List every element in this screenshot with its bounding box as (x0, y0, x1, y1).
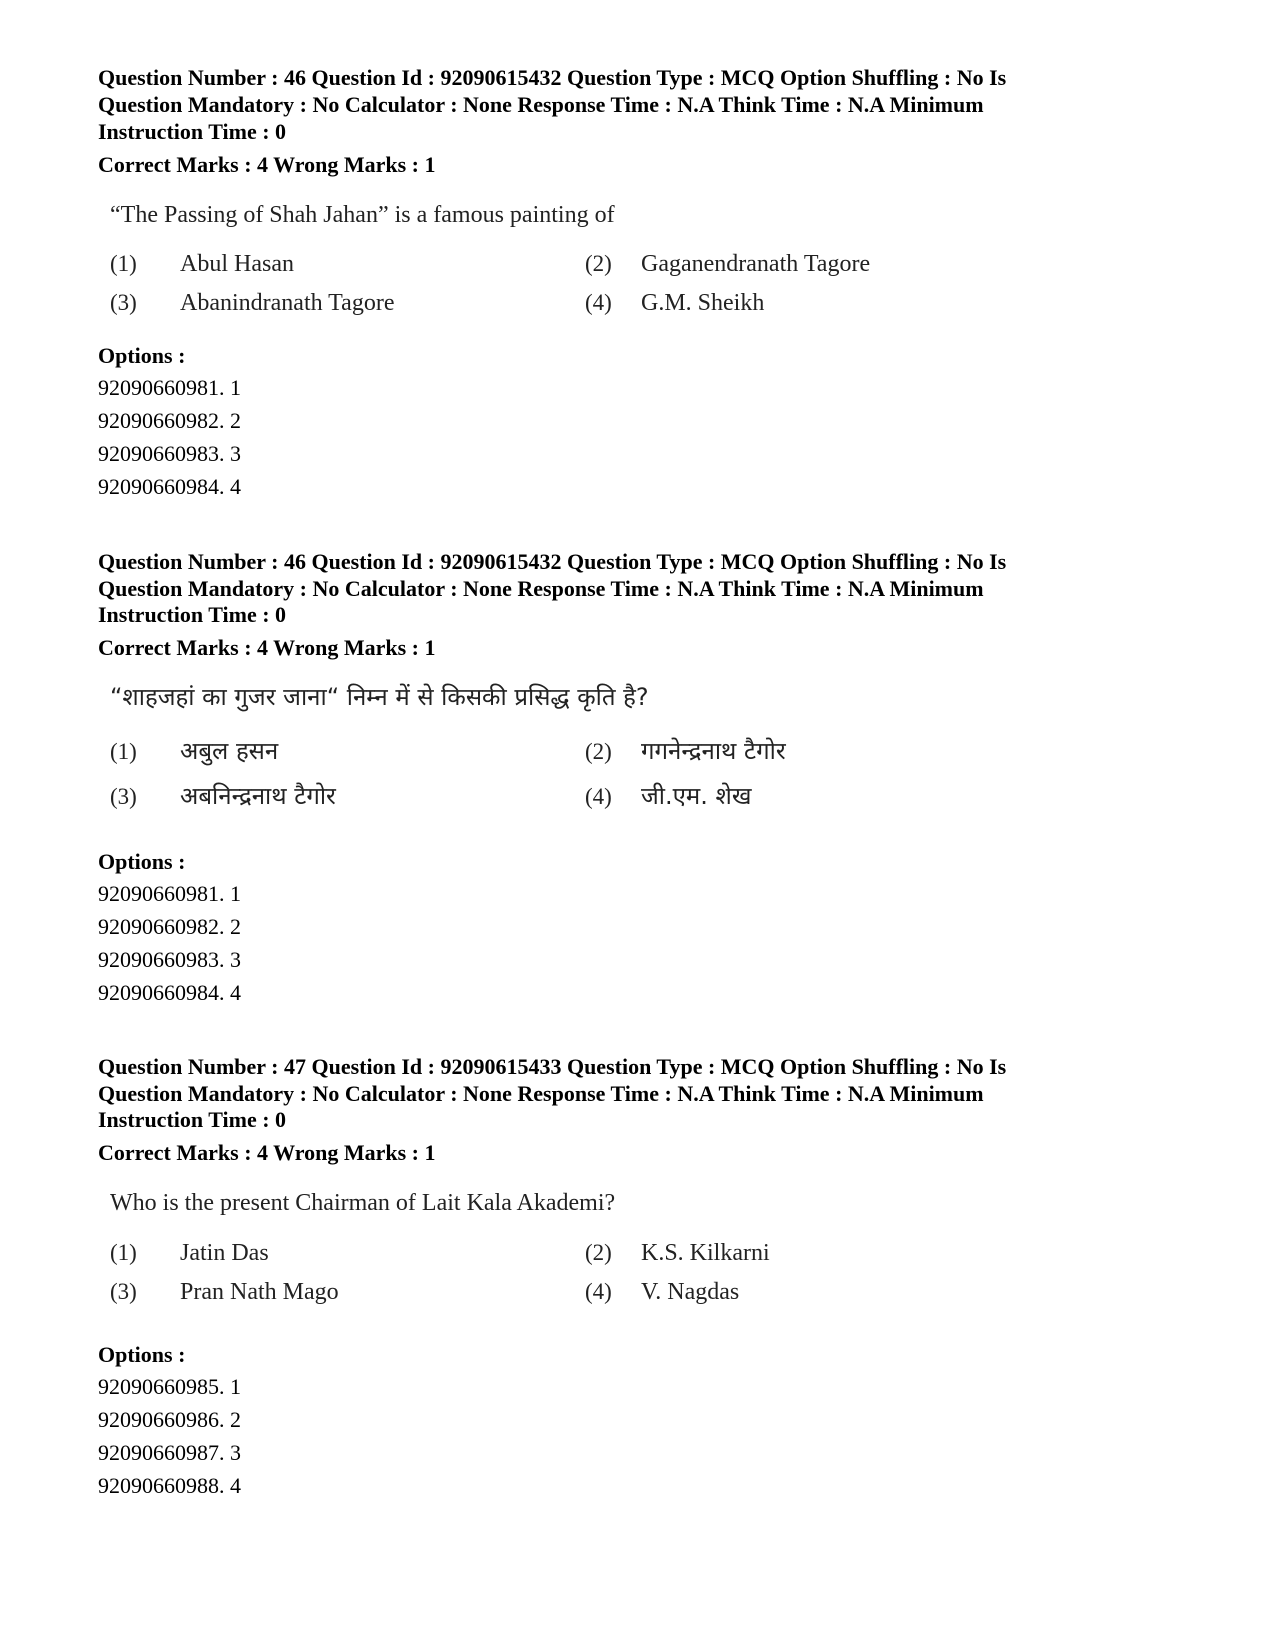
choice-4 (585, 781, 752, 812)
option-row: 92090660982. 2 (98, 408, 241, 433)
option-row: 92090660988. 4 (98, 1473, 241, 1498)
choice-3 (110, 781, 336, 812)
option-row: 92090660985. 1 (98, 1374, 241, 1399)
choice-2 (585, 736, 786, 767)
option-row: 92090660981. 1 (98, 375, 241, 400)
option-row: 92090660984. 4 (98, 980, 241, 1005)
choice-number: (3) (110, 784, 137, 809)
choice-label: गगनेन्द्रनाथ टैगोर (641, 737, 786, 765)
question-stem: “The Passing of Shah Jahan” is a famous painting of (110, 202, 615, 228)
choice-3 (110, 1277, 339, 1307)
choice-4 (585, 288, 764, 318)
choice-1 (110, 249, 294, 279)
choice-label: G.M. Sheikh (641, 290, 765, 316)
option-row: 92090660984. 4 (98, 474, 241, 499)
marks-line: Correct Marks : 4 Wrong Marks : 1 (98, 152, 436, 177)
question-header-line: Question Number : 46 Question Id : 92090615432 Question Type : MCQ Option Shuffling : No Is (98, 549, 1007, 574)
question-content (108, 682, 968, 822)
question-header-line: Question Mandatory : No Calculator : None Response Time : N.A Think Time : N.A Minimum (98, 92, 984, 117)
choice-number: (2) (585, 1240, 612, 1265)
question-header-line: Instruction Time : 0 (98, 602, 287, 627)
choice-label: V. Nagdas (641, 1279, 740, 1305)
options-title: Options : (98, 1342, 186, 1367)
choice-3 (110, 288, 394, 318)
question-stem: Who is the present Chairman of Lait Kala Akademi? (110, 1190, 616, 1216)
option-row: 92090660981. 1 (98, 881, 241, 906)
choice-number: (4) (585, 1279, 612, 1304)
choice-number: (4) (585, 784, 612, 809)
choice-label: जी.एम. शेख (641, 782, 752, 810)
marks-line: Correct Marks : 4 Wrong Marks : 1 (98, 635, 436, 660)
choice-label: Jatin Das (180, 1240, 269, 1266)
choice-label: Abanindranath Tagore (180, 290, 395, 316)
question-header-line: Instruction Time : 0 (98, 119, 287, 144)
choice-2 (585, 249, 870, 279)
choice-1 (110, 736, 278, 767)
question-content (108, 200, 968, 330)
choice-label: अबनिन्द्रनाथ टैगोर (180, 782, 336, 810)
option-row: 92090660986. 2 (98, 1407, 241, 1432)
choice-number: (4) (585, 290, 612, 315)
choice-label: Abul Hasan (180, 251, 294, 277)
question-header-line: Question Number : 47 Question Id : 92090615433 Question Type : MCQ Option Shuffling : No Is (98, 1054, 1007, 1079)
choice-number: (1) (110, 739, 137, 764)
choice-label: K.S. Kilkarni (641, 1240, 770, 1266)
question-header-line: Question Number : 46 Question Id : 92090615432 Question Type : MCQ Option Shuffling : No Is (98, 65, 1007, 90)
choice-number: (1) (110, 1240, 137, 1265)
choice-number: (3) (110, 290, 137, 315)
question-header-line: Question Mandatory : No Calculator : None Response Time : N.A Think Time : N.A Minimum (98, 1081, 984, 1106)
question-header-line: Instruction Time : 0 (98, 1107, 287, 1132)
choice-label: Pran Nath Mago (180, 1279, 339, 1305)
choice-1 (110, 1238, 269, 1268)
choice-number: (1) (110, 251, 137, 276)
option-row: 92090660983. 3 (98, 947, 241, 972)
options-title: Options : (98, 343, 186, 368)
choice-number: (2) (585, 739, 612, 764)
choice-label: अबुल हसन (180, 737, 279, 765)
choice-label: Gaganendranath Tagore (641, 251, 871, 277)
options-title: Options : (98, 849, 186, 874)
choice-2 (585, 1238, 770, 1268)
question-content (108, 1188, 968, 1318)
choice-number: (3) (110, 1279, 137, 1304)
question-stem: “शाहजहां का गुजर जाना“ निम्न में से किसकी प्रसिद्ध कृति है? (110, 683, 649, 711)
question-header-line: Question Mandatory : No Calculator : None Response Time : N.A Think Time : N.A Minimum (98, 576, 984, 601)
marks-line: Correct Marks : 4 Wrong Marks : 1 (98, 1140, 436, 1165)
option-row: 92090660987. 3 (98, 1440, 241, 1465)
choice-number: (2) (585, 251, 612, 276)
option-row: 92090660983. 3 (98, 441, 241, 466)
choice-4 (585, 1277, 739, 1307)
option-row: 92090660982. 2 (98, 914, 241, 939)
